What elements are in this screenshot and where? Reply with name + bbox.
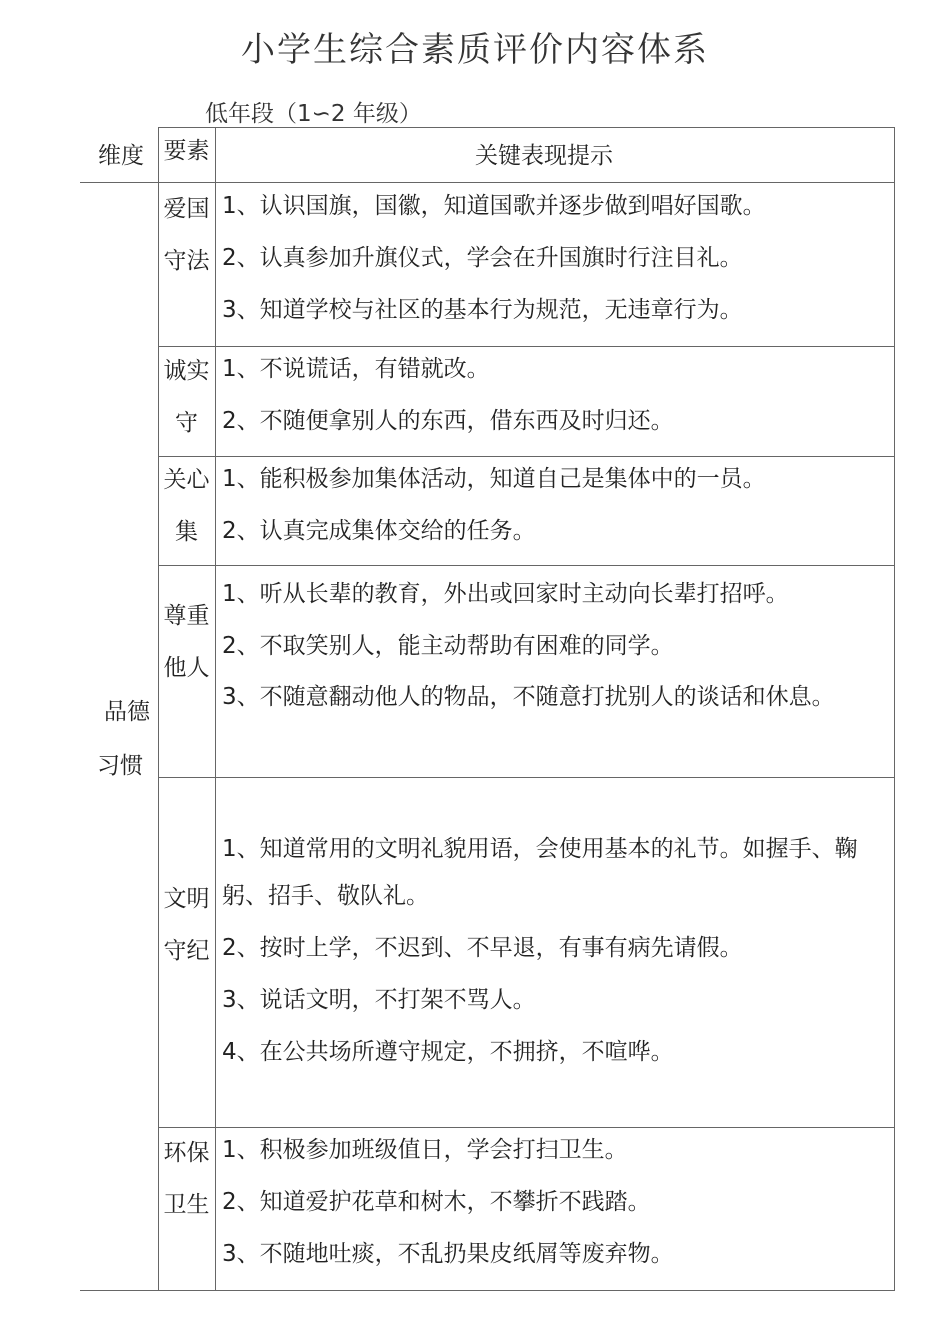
hint-item: 2、按时上学，不迟到、不早退，有事有病先请假。	[222, 935, 743, 961]
element-text: 文明	[163, 886, 210, 912]
element-text: 卫生	[163, 1192, 210, 1218]
element-text: 关心	[163, 467, 210, 493]
header-element	[158, 135, 215, 182]
hints-cell	[222, 1127, 890, 1283]
table-top-border	[158, 127, 895, 128]
element-cell	[158, 464, 215, 563]
element-text: 诚实	[163, 358, 210, 384]
hint-item: 1、不说谎话，有错就改。	[222, 356, 490, 382]
element-text: 集	[175, 519, 198, 545]
element-cell	[158, 355, 215, 454]
hints-cell	[222, 456, 890, 560]
hint-item: 2、不取笑别人，能主动帮助有困难的同学。	[222, 633, 674, 659]
dimension-label-line: 品德	[104, 699, 150, 725]
dimension-label	[92, 685, 158, 793]
header-element-text: 要素	[163, 138, 210, 164]
element-text: 守纪	[163, 938, 210, 964]
element-text: 环保	[163, 1140, 210, 1166]
page-title: 小学生综合素质评价内容体系	[241, 30, 709, 70]
hint-item: 3、不随意翻动他人的物品，不随意打扰别人的谈话和休息。	[222, 684, 835, 710]
hint-item: 2、知道爱护花草和树木，不攀折不践踏。	[222, 1189, 651, 1215]
row-divider	[158, 565, 895, 566]
hint-item: 2、认真参加升旗仪式，学会在升国旗时行注目礼。	[222, 245, 743, 271]
header-hints: 关键表现提示	[475, 143, 613, 169]
table-bottom-border	[80, 1290, 895, 1291]
dimension-label-line: 习惯	[97, 753, 143, 779]
hints-cell	[222, 826, 890, 1081]
hint-item: 1、知道常用的文明礼貌用语，会使用基本的礼节。如握手、鞠躬、招手、敬队礼。	[222, 836, 858, 909]
hint-item: 2、认真完成集体交给的任务。	[222, 518, 536, 544]
hint-item: 1、认识国旗，国徽，知道国歌并逐步做到唱好国歌。	[222, 193, 766, 219]
element-text: 他人	[163, 655, 210, 681]
element-cell	[158, 193, 215, 343]
grade-range-subtitle: 低年段（1∽2 年级）	[205, 101, 422, 127]
element-cell	[158, 883, 215, 1043]
hint-item: 1、听从长辈的教育，外出或回家时主动向长辈打招呼。	[222, 581, 789, 607]
hint-item: 1、能积极参加集体活动，知道自己是集体中的一员。	[222, 466, 766, 492]
hints-column-border	[215, 127, 216, 1290]
hint-item: 3、不随地吐痰，不乱扔果皮纸屑等废弃物。	[222, 1241, 674, 1267]
hints-cell	[222, 571, 890, 724]
element-cell	[158, 1137, 215, 1287]
header-dimension: 维度	[98, 143, 144, 169]
hint-item: 3、知道学校与社区的基本行为规范，无违章行为。	[222, 297, 743, 323]
element-text: 守	[175, 410, 198, 436]
hints-cell	[222, 183, 890, 339]
hint-item: 4、在公共场所遵守规定，不拥挤，不喧哗。	[222, 1039, 674, 1065]
element-text: 爱国	[163, 196, 210, 222]
element-cell	[158, 600, 215, 770]
row-divider	[158, 777, 895, 778]
table-right-border	[894, 127, 895, 1290]
hint-item: 2、不随便拿别人的东西，借东西及时归还。	[222, 408, 674, 434]
hints-cell	[222, 346, 890, 450]
hint-item: 3、说话文明，不打架不骂人。	[222, 987, 536, 1013]
element-text: 尊重	[163, 603, 210, 629]
element-text: 守法	[163, 248, 210, 274]
hint-item: 1、积极参加班级值日，学会打扫卫生。	[222, 1137, 628, 1163]
